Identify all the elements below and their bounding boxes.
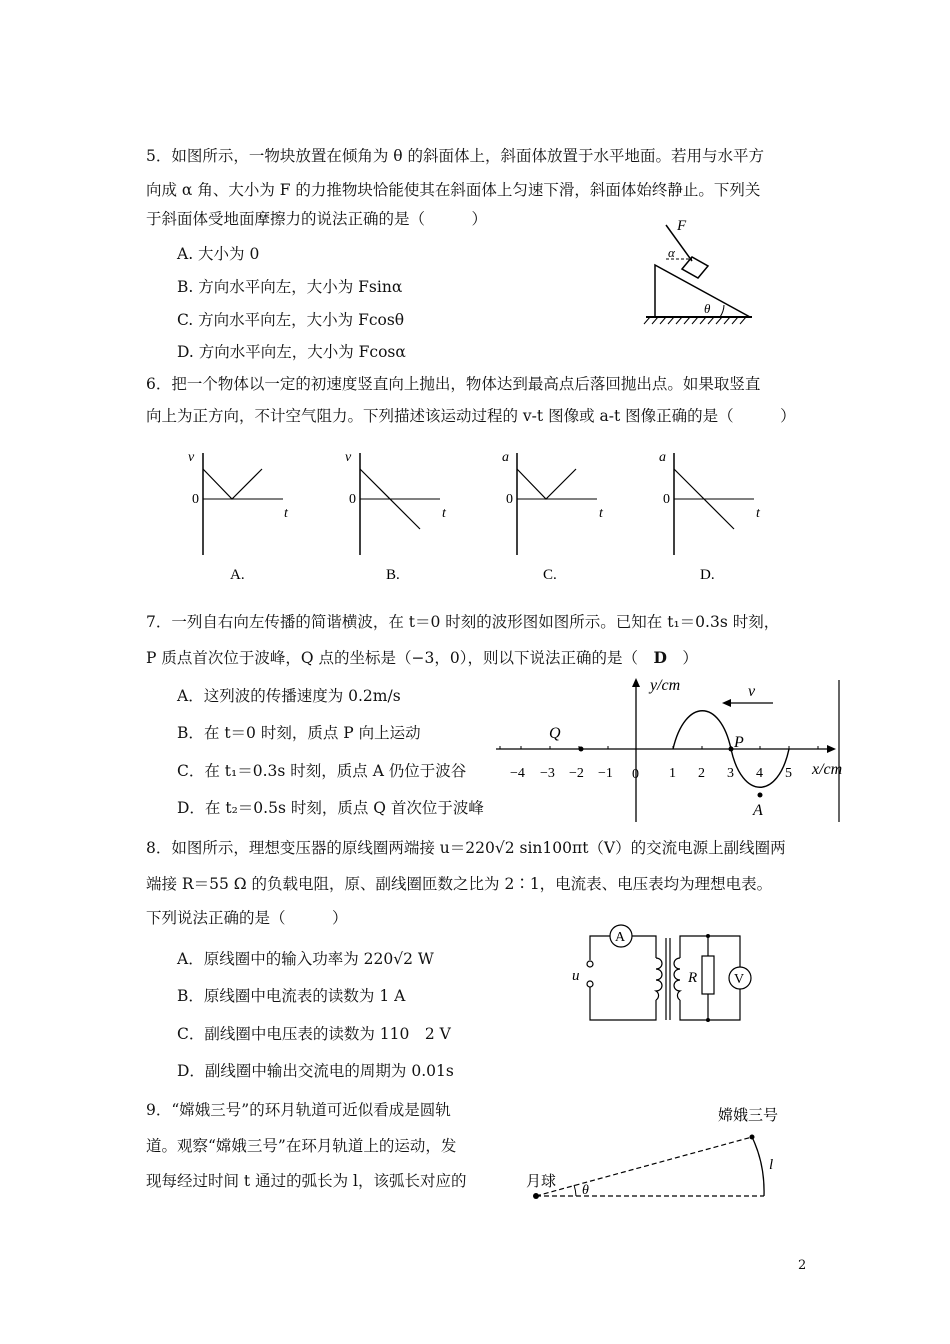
q8-option-c: C．副线圈中电压表的读数为 110 2 V bbox=[177, 1025, 451, 1043]
q6-stem-line2: 向上为正方向，不计空气阻力。下列描述该运动过程的 v-t 图像或 a-t 图像正确的是（ ） bbox=[146, 407, 796, 425]
q6-b-axis: v bbox=[345, 450, 352, 465]
q5-option-c: C. 方向水平向左，大小为 Fcosθ bbox=[177, 311, 405, 329]
q6-graph-c bbox=[502, 450, 604, 583]
q7-option-c: C．在 t₁＝0.3s 时刻，质点 A 仍位于波谷 bbox=[177, 762, 467, 780]
q7-velocity-label: v bbox=[748, 683, 756, 700]
q8-voltmeter-label: V bbox=[734, 972, 745, 987]
q6-graph-d bbox=[659, 450, 761, 583]
q8-option-d: D．副线圈中输出交流电的周期为 0.01s bbox=[177, 1062, 454, 1080]
q7-stem-line2-end: ） bbox=[666, 649, 698, 667]
q5-option-b: B. 方向水平向左，大小为 Fsinα bbox=[177, 278, 403, 296]
q7-tick-neg2: −2 bbox=[569, 766, 584, 781]
q8-stem-line2: 端接 R＝55 Ω 的负载电阻，原、副线圈匝数之比为 2∶1，电流表、电压表均为理想电表。 bbox=[146, 875, 773, 893]
q9-theta-label: θ bbox=[582, 1183, 589, 1198]
q6-a-axis: v bbox=[188, 450, 195, 465]
q9-stem-line1: 9．“嫦娥三号”的环月轨道可近似看成是圆轨 bbox=[146, 1101, 451, 1119]
q5-option-d: D. 方向水平向左，大小为 Fcosα bbox=[177, 343, 406, 361]
q7-option-b: B．在 t＝0 时刻，质点 P 向上运动 bbox=[177, 724, 421, 742]
q7-stem-line2-text: P 质点首次位于波峰，Q 点的坐标是（−3，0），则以下说法正确的是（ bbox=[146, 649, 654, 667]
q7-tick-neg4: −4 bbox=[510, 766, 525, 781]
q8-stem-line3: 下列说法正确的是（ ） bbox=[146, 909, 348, 927]
q6-d-axis: a bbox=[659, 450, 666, 465]
q6-c-t: t bbox=[599, 506, 603, 521]
q7-tick-neg1: −1 bbox=[598, 766, 613, 781]
q9-stem-line2: 道。观察“嫦娥三号”在环月轨道上的运动，发 bbox=[146, 1137, 457, 1155]
q5-stem-line2: 向成 α 角、大小为 F 的力推物块恰能使其在斜面体上匀速下滑，斜面体始终静止。下列关 bbox=[146, 181, 761, 199]
q6-a-t: t bbox=[284, 506, 288, 521]
page-number: 2 bbox=[798, 1258, 807, 1273]
q8-source-label: u bbox=[572, 968, 580, 984]
q7-stem-line1: 7．一列自右向左传播的简谐横波，在 t＝0 时刻的波形图如图所示。已知在 t₁＝0.3s 时刻， bbox=[146, 613, 780, 631]
q5-stem-line3: 于斜面体受地面摩擦力的说法正确的是（ ） bbox=[146, 210, 488, 228]
q6-b-label: B. bbox=[386, 567, 400, 583]
q7-tick-4: 4 bbox=[756, 766, 763, 781]
q6-b-origin: 0 bbox=[349, 492, 356, 507]
q7-xlabel: x/cm bbox=[812, 761, 843, 778]
q7-tick-neg3: −3 bbox=[540, 766, 555, 781]
q7-point-q: Q bbox=[549, 725, 561, 742]
q6-c-axis: a bbox=[502, 450, 509, 465]
q6-a-origin: 0 bbox=[192, 492, 199, 507]
q9-probe-label: 嫦娥三号 bbox=[718, 1108, 779, 1124]
q7-stem-line2 bbox=[146, 648, 698, 668]
q7-tick-5: 5 bbox=[785, 766, 792, 781]
q8-transformer-circuit bbox=[560, 922, 760, 1027]
q8-resistor-label: R bbox=[688, 970, 698, 986]
q6-d-origin: 0 bbox=[663, 492, 670, 507]
q6-c-label: C. bbox=[543, 567, 557, 583]
q9-moon-label: 月球 bbox=[526, 1174, 557, 1190]
q7-tick-1: 1 bbox=[669, 766, 676, 781]
q5-theta-label: θ bbox=[704, 301, 711, 316]
q8-option-b: B．原线圈中电流表的读数为 1 A bbox=[177, 987, 406, 1005]
q7-answer: D bbox=[653, 648, 667, 667]
q7-wave-figure bbox=[490, 670, 852, 826]
q7-ylabel: y/cm bbox=[650, 677, 681, 694]
q8-option-a: A．原线圈中的输入功率为 220√2 W bbox=[177, 950, 434, 968]
q6-graphs bbox=[180, 445, 800, 590]
q6-d-t: t bbox=[756, 506, 760, 521]
q8-stem-line1: 8．如图所示，理想变压器的原线圈两端接 u＝220√2 sin100πt（V）的交流电源上副线圈两 bbox=[146, 839, 786, 857]
q7-origin: 0 bbox=[632, 767, 639, 782]
q8-ammeter-label: A bbox=[615, 930, 626, 945]
q6-a-label: A. bbox=[230, 567, 245, 583]
q9-orbit-figure bbox=[520, 1098, 800, 1208]
q6-stem-line1: 6．把一个物体以一定的初速度竖直向上抛出，物体达到最高点后落回抛出点。如果取竖直 bbox=[146, 375, 761, 393]
q6-graph-b bbox=[345, 450, 447, 583]
q6-graph-a bbox=[188, 450, 289, 583]
q9-arc-label: l bbox=[769, 1157, 774, 1173]
q6-d-label: D. bbox=[700, 567, 715, 583]
q6-b-t: t bbox=[442, 506, 446, 521]
q7-tick-2: 2 bbox=[698, 766, 705, 781]
q7-point-a: A bbox=[753, 802, 763, 819]
q9-stem-line3: 现每经过时间 t 通过的弧长为 l，该弧长对应的 bbox=[146, 1172, 467, 1190]
q5-incline-figure bbox=[640, 215, 760, 330]
q5-stem-line1: 5．如图所示，一物块放置在倾角为 θ 的斜面体上，斜面体放置于水平地面。若用与水平方 bbox=[146, 147, 765, 165]
q5-option-a: A. 大小为 0 bbox=[177, 245, 260, 263]
q6-c-origin: 0 bbox=[506, 492, 513, 507]
q7-tick-3: 3 bbox=[727, 766, 734, 781]
q7-option-d: D．在 t₂＝0.5s 时刻，质点 Q 首次位于波峰 bbox=[177, 799, 484, 817]
q7-option-a: A．这列波的传播速度为 0.2m/s bbox=[177, 687, 401, 705]
q7-point-p: P bbox=[734, 734, 744, 751]
q5-alpha-label: α bbox=[668, 245, 675, 260]
q5-force-label: F bbox=[677, 218, 687, 234]
